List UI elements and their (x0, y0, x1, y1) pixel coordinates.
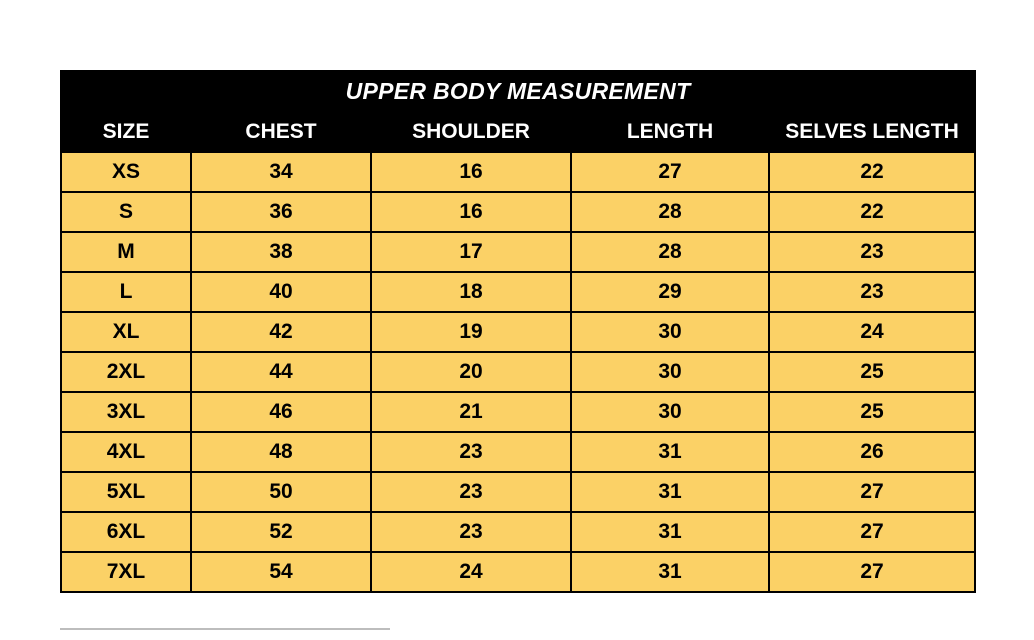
cell-length: 31 (571, 472, 769, 512)
table-title-row (61, 71, 975, 112)
cell-chest: 38 (191, 232, 371, 272)
cell-length: 31 (571, 432, 769, 472)
cell-length: 30 (571, 352, 769, 392)
column-header-length: LENGTH (571, 112, 769, 152)
table-row (61, 512, 975, 552)
cell-shoulder: 20 (371, 352, 571, 392)
cell-chest: 50 (191, 472, 371, 512)
cell-shoulder: 16 (371, 192, 571, 232)
table-row (61, 152, 975, 192)
cell-shoulder: 18 (371, 272, 571, 312)
cell-selves-length: 24 (769, 312, 975, 352)
cell-chest: 52 (191, 512, 371, 552)
cell-size: 4XL (61, 432, 191, 472)
cell-length: 27 (571, 152, 769, 192)
cell-chest: 40 (191, 272, 371, 312)
table-row (61, 352, 975, 392)
column-header-shoulder: SHOULDER (371, 112, 571, 152)
cell-length: 28 (571, 232, 769, 272)
table-row (61, 312, 975, 352)
cell-shoulder: 23 (371, 432, 571, 472)
cell-selves-length: 27 (769, 552, 975, 592)
cell-shoulder: 19 (371, 312, 571, 352)
cell-selves-length: 26 (769, 432, 975, 472)
cell-size: S (61, 192, 191, 232)
cell-size: M (61, 232, 191, 272)
cell-chest: 42 (191, 312, 371, 352)
cell-chest: 46 (191, 392, 371, 432)
column-header-chest: CHEST (191, 112, 371, 152)
cell-size: L (61, 272, 191, 312)
cell-selves-length: 22 (769, 152, 975, 192)
table-head (61, 71, 975, 152)
page-divider (60, 628, 390, 630)
cell-shoulder: 24 (371, 552, 571, 592)
cell-chest: 54 (191, 552, 371, 592)
cell-size: 7XL (61, 552, 191, 592)
cell-size: 2XL (61, 352, 191, 392)
table-row (61, 552, 975, 592)
cell-selves-length: 23 (769, 232, 975, 272)
cell-chest: 34 (191, 152, 371, 192)
size-chart-container (60, 70, 974, 593)
table-row (61, 232, 975, 272)
table-title: UPPER BODY MEASUREMENT (61, 71, 975, 112)
table-row (61, 272, 975, 312)
cell-chest: 44 (191, 352, 371, 392)
cell-length: 30 (571, 312, 769, 352)
cell-length: 31 (571, 552, 769, 592)
cell-selves-length: 22 (769, 192, 975, 232)
cell-shoulder: 21 (371, 392, 571, 432)
table-row (61, 432, 975, 472)
cell-shoulder: 23 (371, 512, 571, 552)
cell-chest: 36 (191, 192, 371, 232)
cell-selves-length: 27 (769, 512, 975, 552)
table-body (61, 152, 975, 592)
cell-selves-length: 23 (769, 272, 975, 312)
cell-size: 5XL (61, 472, 191, 512)
cell-selves-length: 27 (769, 472, 975, 512)
column-header-selves-length: SELVES LENGTH (769, 112, 975, 152)
table-row (61, 192, 975, 232)
cell-size: XS (61, 152, 191, 192)
cell-selves-length: 25 (769, 392, 975, 432)
table-row (61, 472, 975, 512)
upper-body-measurement-table (60, 70, 976, 593)
cell-length: 28 (571, 192, 769, 232)
cell-shoulder: 23 (371, 472, 571, 512)
cell-chest: 48 (191, 432, 371, 472)
cell-length: 30 (571, 392, 769, 432)
cell-shoulder: 17 (371, 232, 571, 272)
table-header-row (61, 112, 975, 152)
cell-shoulder: 16 (371, 152, 571, 192)
cell-selves-length: 25 (769, 352, 975, 392)
cell-size: XL (61, 312, 191, 352)
cell-length: 31 (571, 512, 769, 552)
column-header-size: SIZE (61, 112, 191, 152)
cell-size: 6XL (61, 512, 191, 552)
cell-size: 3XL (61, 392, 191, 432)
table-row (61, 392, 975, 432)
cell-length: 29 (571, 272, 769, 312)
